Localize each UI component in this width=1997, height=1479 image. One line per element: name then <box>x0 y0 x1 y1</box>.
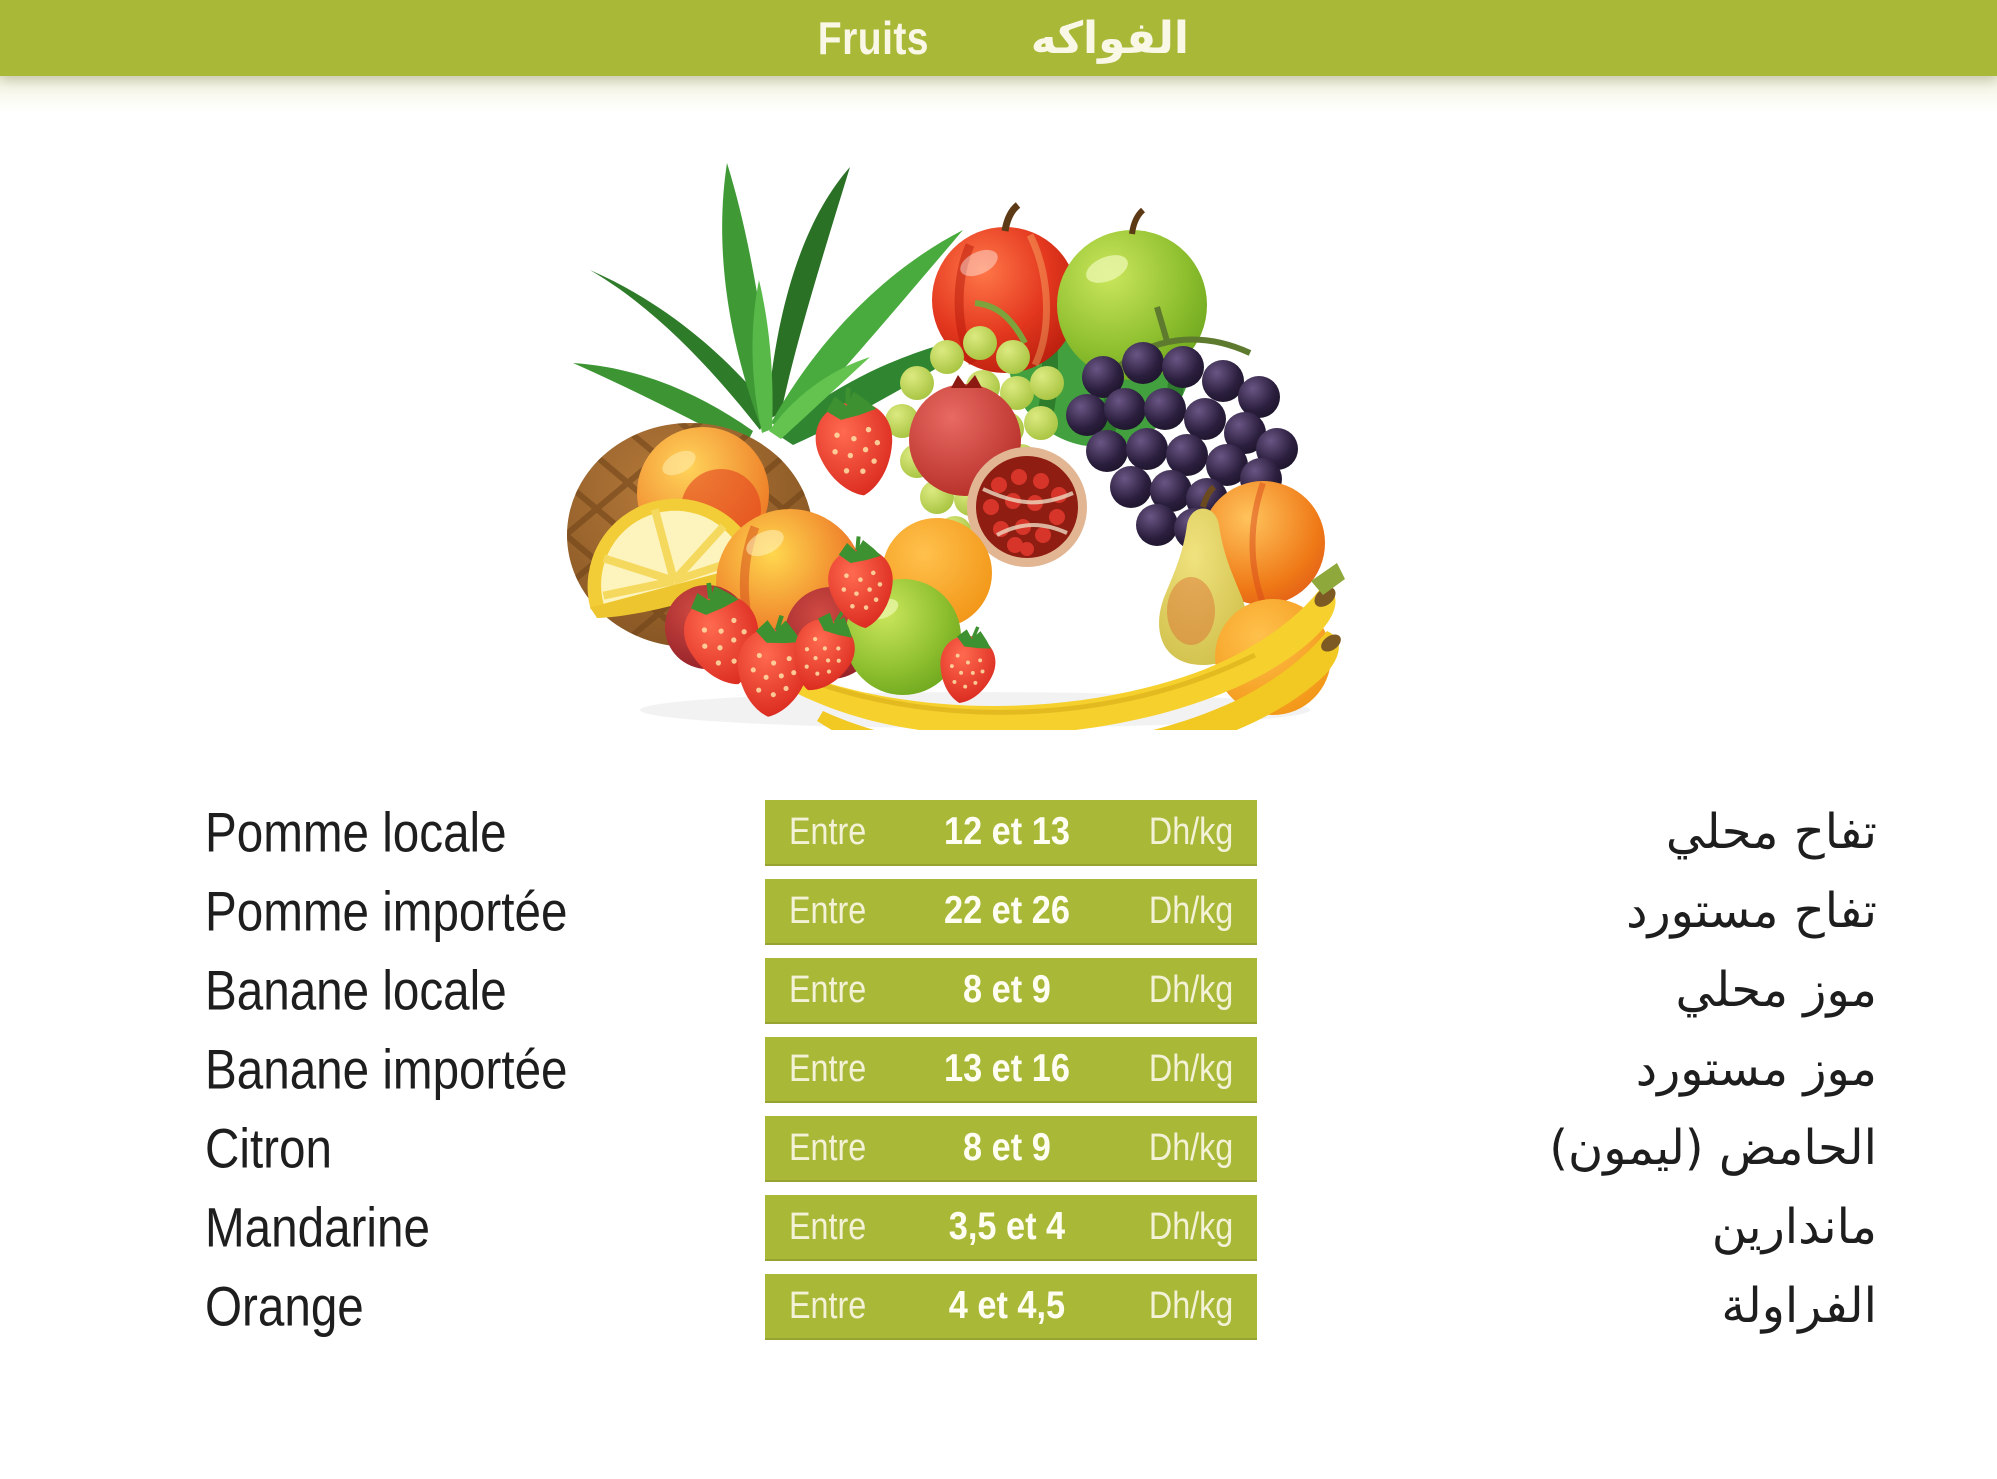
fruit-name-ar: موز محلي <box>1675 962 1877 1018</box>
price-prefix: Entre <box>789 1126 867 1169</box>
price-badge <box>765 1195 1257 1261</box>
price-badge <box>765 1274 1257 1340</box>
fruit-photo <box>555 145 1345 730</box>
fruit-name-fr: Pomme locale <box>205 800 507 864</box>
fruit-name-ar: الحامض (ليمون) <box>1549 1120 1877 1176</box>
price-table <box>0 800 1997 1353</box>
price-unit: Dh/kg <box>1148 1047 1233 1090</box>
price-unit: Dh/kg <box>1148 889 1233 932</box>
table-row <box>0 879 1997 943</box>
fruit-name-ar: الفراولة <box>1721 1278 1877 1334</box>
table-row <box>0 800 1997 864</box>
fruit-name-fr: Citron <box>205 1116 332 1180</box>
price-range: 22 et 26 <box>943 889 1070 932</box>
fruit-name-ar: موز مستورد <box>1635 1041 1877 1097</box>
fruit-name-ar: تفاح محلي <box>1665 804 1877 860</box>
page-title-fr: Fruits <box>817 12 929 64</box>
price-unit: Dh/kg <box>1148 1126 1233 1169</box>
price-unit: Dh/kg <box>1148 1284 1233 1327</box>
table-row <box>0 1195 1997 1259</box>
price-range: 12 et 13 <box>943 810 1070 853</box>
price-range: 3,5 et 4 <box>948 1205 1065 1248</box>
price-prefix: Entre <box>789 1284 867 1327</box>
fruit-name-ar: تفاح مستورد <box>1626 883 1877 939</box>
header-bar <box>0 0 1997 76</box>
table-row <box>0 1037 1997 1101</box>
fruit-name-ar: ماندارين <box>1711 1199 1877 1255</box>
price-unit: Dh/kg <box>1148 968 1233 1011</box>
price-badge <box>765 1037 1257 1103</box>
price-badge <box>765 958 1257 1024</box>
header-shadow-glow <box>0 76 1997 112</box>
table-row <box>0 958 1997 1022</box>
page-title-ar: الفواكه <box>1030 12 1189 64</box>
price-prefix: Entre <box>789 810 867 853</box>
table-row <box>0 1274 1997 1338</box>
price-range: 13 et 16 <box>943 1047 1070 1090</box>
price-badge <box>765 1116 1257 1182</box>
price-unit: Dh/kg <box>1148 810 1233 853</box>
price-prefix: Entre <box>789 889 867 932</box>
price-range: 4 et 4,5 <box>948 1284 1065 1327</box>
price-unit: Dh/kg <box>1148 1205 1233 1248</box>
price-badge <box>765 879 1257 945</box>
price-prefix: Entre <box>789 968 867 1011</box>
price-range: 8 et 9 <box>962 1126 1051 1169</box>
fruit-name-fr: Orange <box>205 1274 364 1338</box>
price-prefix: Entre <box>789 1047 867 1090</box>
price-range: 8 et 9 <box>962 968 1051 1011</box>
fruit-name-fr: Mandarine <box>205 1195 430 1259</box>
price-prefix: Entre <box>789 1205 867 1248</box>
fruit-name-fr: Banane locale <box>205 958 507 1022</box>
price-badge <box>765 800 1257 866</box>
fruit-name-fr: Pomme importée <box>205 879 568 943</box>
fruit-name-fr: Banane importée <box>205 1037 568 1101</box>
table-row <box>0 1116 1997 1180</box>
